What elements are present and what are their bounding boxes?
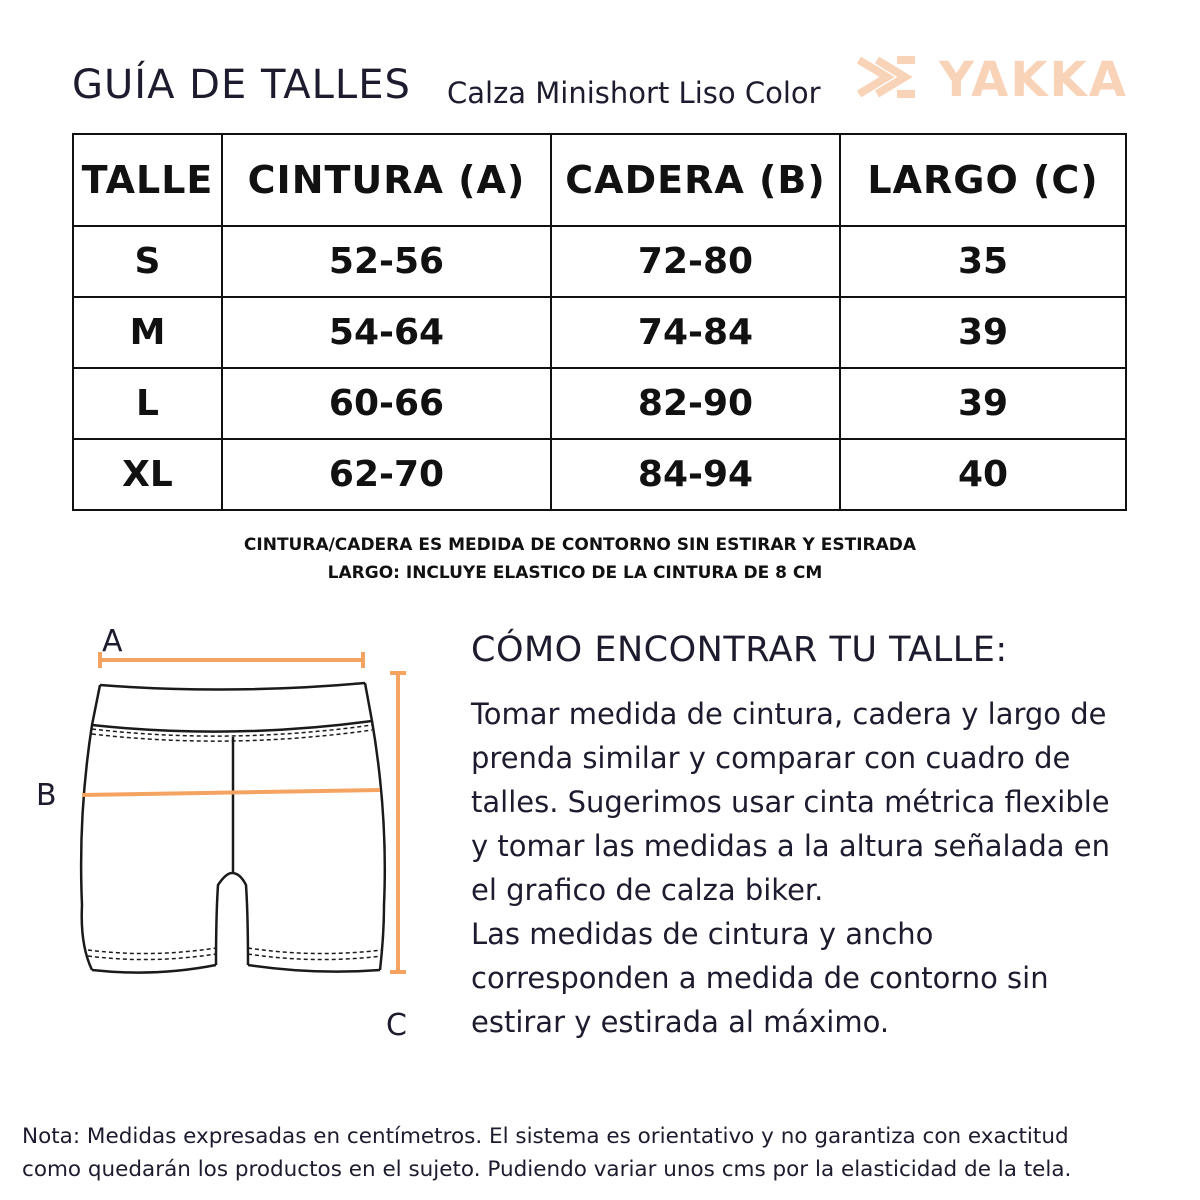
cell-cadera: 72-80: [551, 226, 840, 297]
label-a: A: [102, 624, 123, 659]
cell-talle: S: [73, 226, 222, 297]
table-row: [73, 226, 1126, 297]
stitch-lines: [88, 725, 382, 960]
cell-largo: 39: [840, 297, 1126, 368]
label-b: B: [36, 778, 57, 813]
cell-talle: XL: [73, 439, 222, 510]
hip-measure-line: [82, 790, 380, 795]
shorts-diagram: [30, 615, 430, 1055]
yakka-logo: [855, 52, 1155, 102]
how-to-line: estirar y estirada al máximo.: [471, 1005, 890, 1039]
footnote-line: como quedarán los productos en el sujeto. Pudiendo variar unos cms por la elasticidad de la tela.: [22, 1157, 1072, 1182]
how-to-line: y tomar las medidas a la altura señalada en: [471, 829, 1110, 863]
cell-cintura: 54-64: [222, 297, 551, 368]
table-row: [73, 368, 1126, 439]
how-to-title: CÓMO ENCONTRAR TU TALLE:: [471, 630, 1008, 670]
how-to-line: corresponden a medida de contorno sin: [471, 961, 1049, 995]
label-c: C: [386, 1008, 407, 1043]
header-largo: LARGO (C): [840, 134, 1126, 226]
footnote: [22, 1120, 1192, 1186]
how-to-line: prenda similar y comparar con cuadro de: [471, 741, 1071, 775]
header-cadera: CADERA (B): [551, 134, 840, 226]
table-header-row: [73, 134, 1126, 226]
cell-cintura: 62-70: [222, 439, 551, 510]
cell-cadera: 82-90: [551, 368, 840, 439]
cell-largo: 35: [840, 226, 1126, 297]
cell-cintura: 52-56: [222, 226, 551, 297]
size-table: [72, 133, 1127, 511]
how-to-line: Las medidas de cintura y ancho: [471, 917, 934, 951]
brand-wordmark: YAKKA: [939, 52, 1128, 102]
page-title: GUÍA DE TALLES: [72, 62, 411, 108]
footnote-line: Nota: Medidas expresadas en centímetros. El sistema es orientativo y no garantiza con exactitud: [22, 1124, 1069, 1149]
how-to-line: el grafico de calza biker.: [471, 873, 824, 907]
table-row: [73, 439, 1126, 510]
length-measure-line: [390, 673, 406, 972]
measurement-note: CINTURA/CADERA ES MEDIDA DE CONTORNO SIN ESTIRAR Y ESTIRADA: [243, 535, 917, 555]
table-row: [73, 297, 1126, 368]
waist-measure-line: [100, 652, 363, 668]
x-mark-icon: [859, 60, 915, 94]
product-subtitle: Calza Minishort Liso Color: [447, 76, 821, 110]
header-cintura: CINTURA (A): [222, 134, 551, 226]
how-to-line: talles. Sugerimos usar cinta métrica flexible: [471, 785, 1110, 819]
cell-cadera: 74-84: [551, 297, 840, 368]
how-to-text: [471, 692, 1171, 1044]
cell-talle: L: [73, 368, 222, 439]
shorts-outline: [81, 683, 385, 973]
cell-largo: 40: [840, 439, 1126, 510]
how-to-line: Tomar medida de cintura, cadera y largo de: [471, 697, 1107, 731]
cell-talle: M: [73, 297, 222, 368]
cell-cadera: 84-94: [551, 439, 840, 510]
length-note: LARGO: INCLUYE ELASTICO DE LA CINTURA DE 8 CM: [327, 563, 823, 583]
header-talle: TALLE: [73, 134, 222, 226]
cell-largo: 39: [840, 368, 1126, 439]
cell-cintura: 60-66: [222, 368, 551, 439]
